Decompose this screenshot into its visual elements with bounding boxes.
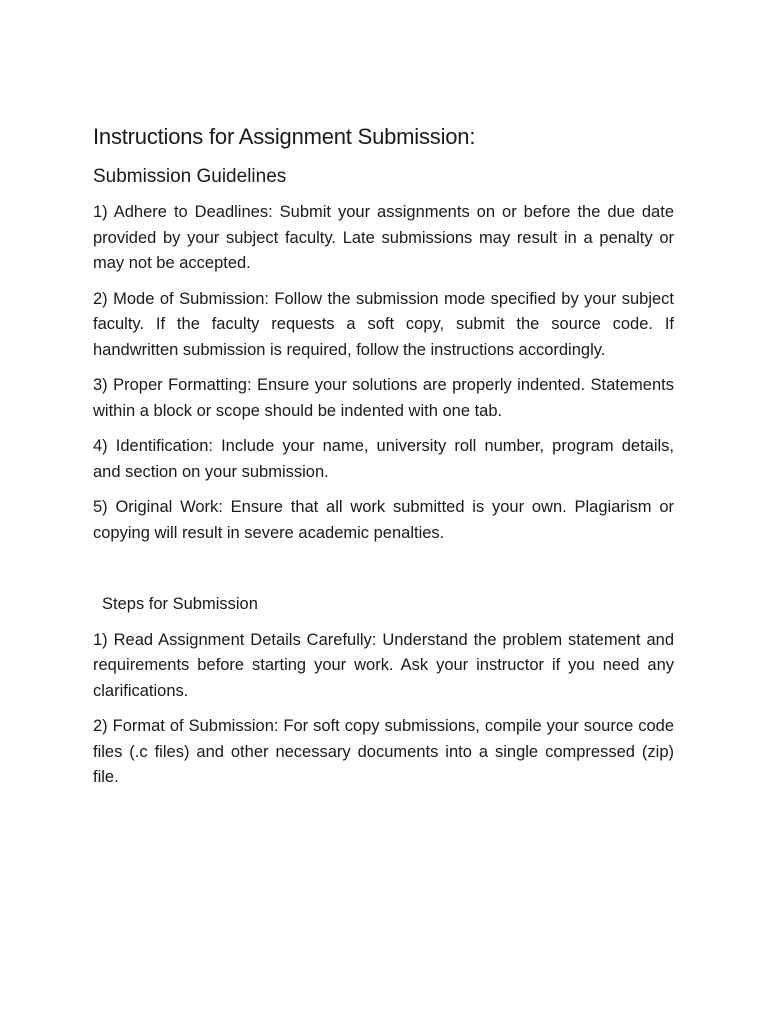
document-page <box>93 122 674 801</box>
guideline-item: 3) Proper Formatting: Ensure your solutions are properly indented. Statements within a block or scope should be indented with one tab. <box>93 376 674 420</box>
guideline-item: 2) Mode of Submission: Follow the submission mode specified by your subject faculty. If the faculty requests a soft copy, submit the source code. If handwritten submission is required, follow the instructions accordingly. <box>93 289 674 359</box>
guidelines-heading: Submission Guidelines <box>93 166 287 187</box>
guideline-item: 5) Original Work: Ensure that all work submitted is your own. Plagiarism or copying will result in severe academic penalties. <box>93 498 674 542</box>
document-title: Instructions for Assignment Submission: <box>93 124 476 149</box>
guideline-item: 4) Identification: Include your name, university roll number, program details, and section on your submission. <box>93 437 674 481</box>
guideline-item: 1) Adhere to Deadlines: Submit your assignments on or before the due date provided by your subject faculty. Late submissions may result in a penalty or may not be accepted. <box>93 203 674 272</box>
section-spacer <box>93 556 674 592</box>
steps-heading: Steps for Submission <box>102 595 258 613</box>
step-item: 2) Format of Submission: For soft copy submissions, compile your source code files (.c files) and other necessary documents into a single compressed (zip) file. <box>93 717 674 786</box>
step-item: 1) Read Assignment Details Carefully: Understand the problem statement and requirements before starting your work. Ask your instructor if you need any clarifications. <box>93 630 674 700</box>
